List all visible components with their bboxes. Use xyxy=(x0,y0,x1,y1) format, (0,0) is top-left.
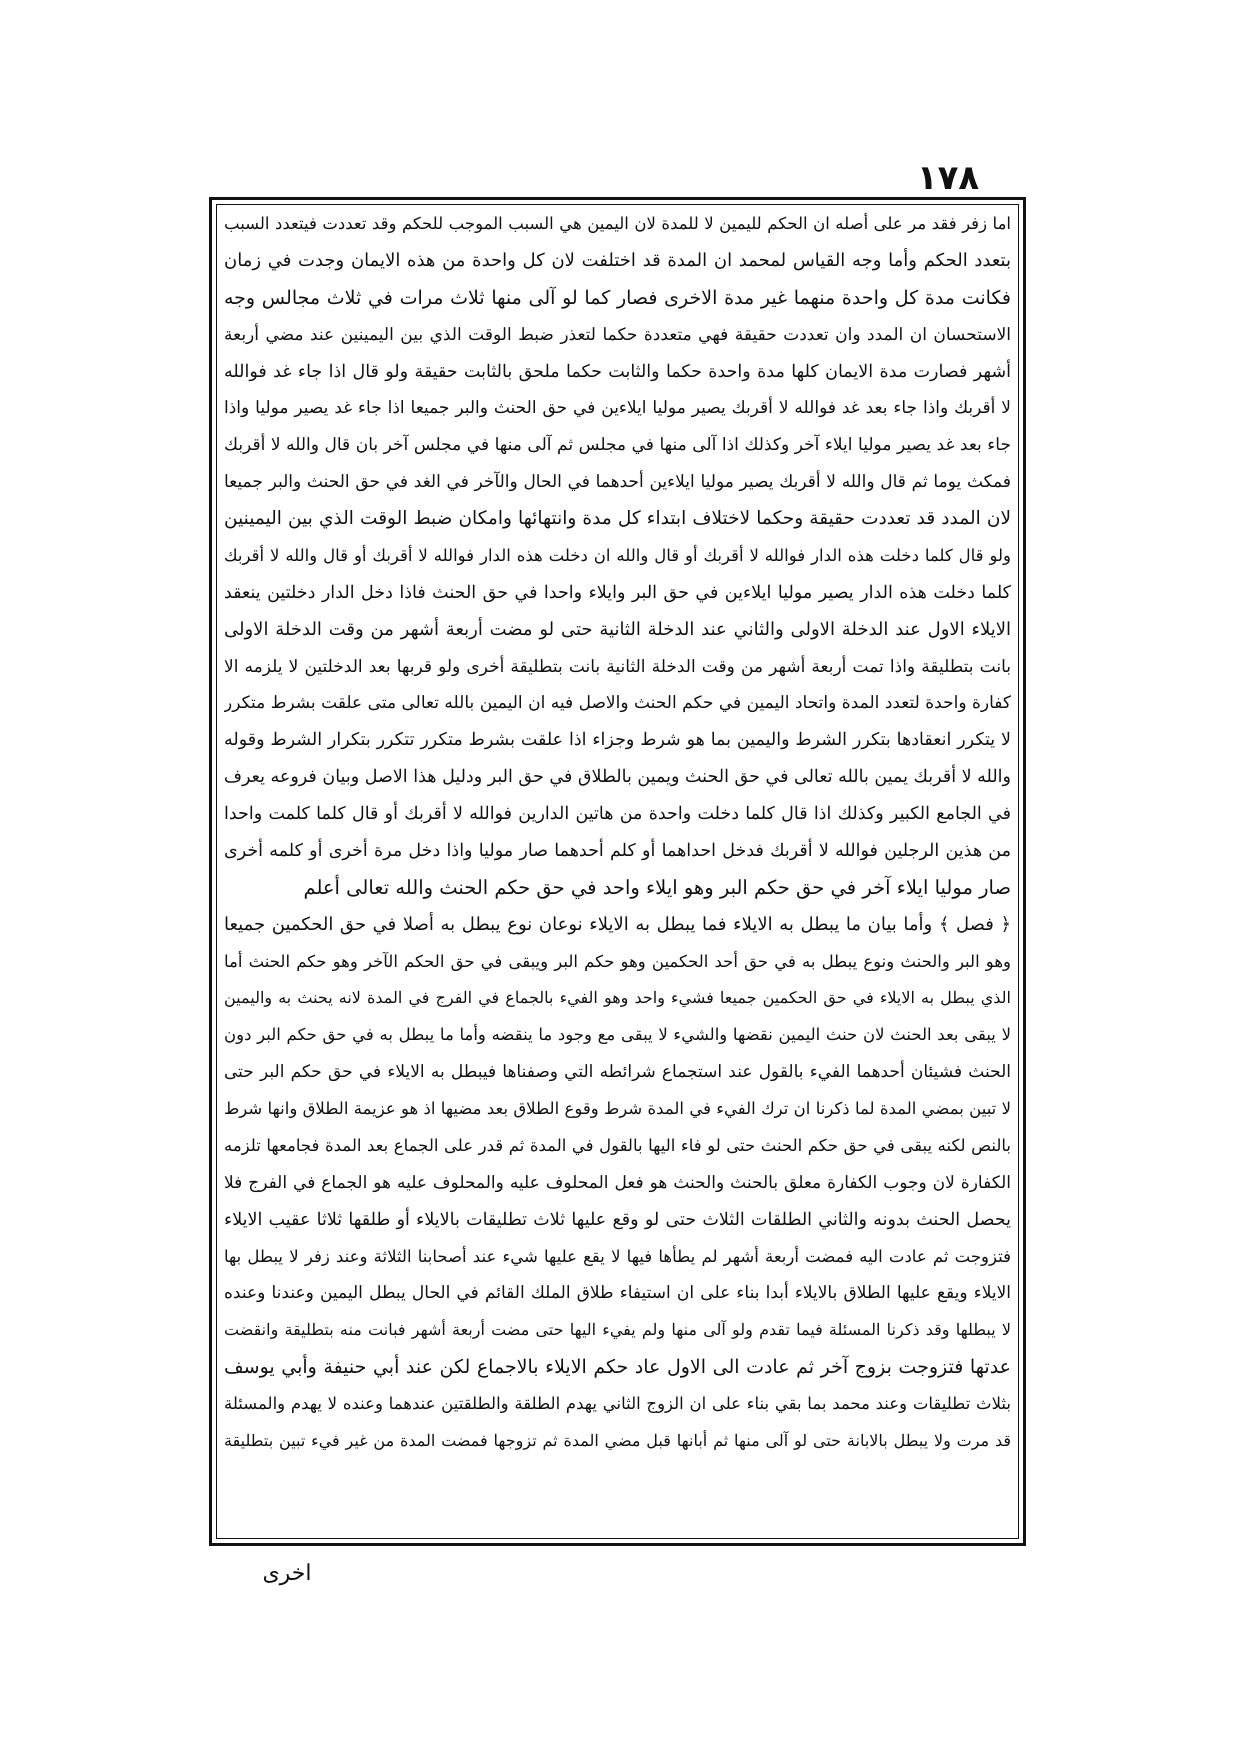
text-line: قد مرت ولا يبطل بالابانة حتى لو آلى منها ثم أبانها قبل مضي المدة ثم تزوجها فمضت المدة من غير فيء تبين بتطليقة xyxy=(224,1430,1011,1450)
catchword: اخرى xyxy=(262,1561,312,1586)
text-line: لان المدد قد تعددت حقيقة وحكما لاختلاف ابتداء كل مدة وانتهائها وامكان ضبط الوقت الذي بين اليمينين xyxy=(224,508,1011,529)
text-line: الاستحسان ان المدد وان تعددت حقيقة فهي متعددة حكما لتعذر ضبط الوقت الذي بين اليمينين عند مضي أربعة xyxy=(224,324,1011,345)
text-line: الحنث فشيئان أحدهما الفيء بالقول عند استجماع شرائطه التي وصفناها فيبطل به الايلاء في حق حكم البر حتى xyxy=(224,1062,1011,1083)
text-line: اما زفر فقد مر على أصله ان الحكم لليمين لا للمدة لان اليمين هي السبب الموجب للحكم وقد تعددت فيتعدد السبب xyxy=(224,214,1011,233)
text-line: كفارة واحدة لتعدد المدة واتحاد اليمين في حكم الحنث والاصل فيه ان اليمين بالله تعالى متى علقت بشرط متكرر xyxy=(224,693,1011,714)
text-line: لا يبطلها وقد ذكرنا المسئلة فيما تقدم ولو آلى منها ولم يفيء اليها حتى مضت أربعة أشهر فبانت منه بتطليقة وانقضت xyxy=(224,1320,1011,1340)
text-line: لا يتكرر انعقادها بتكرر الشرط واليمين بما هو شرط وجزاء اذا علقت بشرط متكرر تتكرر بتكرار الشرط وقوله xyxy=(224,730,1011,751)
text-line: كلما دخلت هذه الدار يصير موليا ايلاءين في حق البر وايلاء واحدا في حق الحنث فاذا دخل الدار دخلتين ينعقد xyxy=(224,582,1011,603)
text-line: الكفارة لان وجوب الكفارة معلق بالحنث والحنث هو فعل المحلوف عليه والمحلوف عليه هو الجماع في الفرج فلا xyxy=(224,1172,1011,1193)
text-line: الذي يبطل به الايلاء في حق الحكمين جميعا فشيء واحد وهو الفيء بالجماع في الفرج في المدة لانه يحنث به واليمين xyxy=(224,988,1011,1008)
text-line: بثلاث تطليقات وعند محمد بما بقي بناء على ان الزوج الثاني يهدم الطلقة والطلقتين عندهما وعنده لا يهدم والمسئلة xyxy=(224,1394,1011,1413)
text-line: لا تبين بمضي المدة لما ذكرنا ان ترك الفيء في المدة شرط وقوع الطلاق بعد مضيها اذ هو عزيمة الطلاق وانها شرط xyxy=(224,1099,1011,1118)
main-text xyxy=(224,206,1011,1534)
text-line: لا يبقى بعد الحنث لان حنث اليمين نقضها والشيء لا يبقى مع وجود ما ينقضه وأما ما يبطل به في حق حكم البر دون xyxy=(224,1025,1011,1045)
text-line: بتعدد الحكم وأما وجه القياس لمحمد ان المدة قد اختلفت لان كل واحدة من هذه الايمان وجدت في زمان xyxy=(224,249,1011,271)
text-line: بالنص لكنه يبقى في حق حكم الحنث حتى لو فاء اليها بالقول في المدة ثم قدر على الجماع بعد المدة فجامعها تلزمه xyxy=(224,1135,1011,1155)
text-line: وهو البر والحنث ونوع يبطل به في حق أحد الحكمين وهو حكم البر ويبقى في حق الحكم الآخر وهو حكم الحنث أما xyxy=(224,951,1011,971)
text-line: فتزوجت ثم عادت اليه فمضت أربعة أشهر لم يطأها فيها لا يقع عليها شيء عند أصحابنا الثلاثة وعند زفر لا يبطل بها xyxy=(224,1246,1011,1266)
text-line: عدتها فتزوجت بزوج آخر ثم عادت الى الاول عاد حكم الايلاء بالاجماع لكن عند أبي حنيفة وأبي يوسف xyxy=(224,1356,1011,1379)
text-line: لا أقربك واذا جاء بعد غد فوالله لا أقربك يصير موليا ايلاءين في حق الحنث والبر جميعا اذا جاء غد يصير موليا واذا xyxy=(224,398,1011,419)
text-line: فكانت مدة كل واحدة منهما غير مدة الاخرى فصار كما لو آلى منها ثلاث مرات في ثلاث مجالس وجه xyxy=(224,286,1011,309)
text-line: ﴿ فصل ﴾ وأما بيان ما يبطل به الايلاء فما يبطل به الايلاء نوعان نوع يبطل به أصلا في حق الحكمين جميعا xyxy=(224,913,1011,935)
text-line: في الجامع الكبير وكذلك اذا قال كلما دخلت واحدة من هاتين الدارين فوالله لا أقربك أو قال كلما كلمت واحدا xyxy=(224,804,1011,824)
text-line: الايلاء ويقع عليها الطلاق بالايلاء أبدا بناء على ان استيفاء طلاق الملك القائم في الحال يبطل اليمين وعندنا وعنده xyxy=(224,1283,1011,1304)
text-line: فمكث يوما ثم قال والله لا أقربك يصير موليا ايلاءين أحدهما في الحال والآخر في الغد في حق الحنث والبر جميعا xyxy=(224,472,1011,493)
text-line: أشهر فصارت مدة الايمان كلها مدة واحدة حكما والثابت حكما ملحق بالثابت حقيقة ولو قال اذا جاء غد فوالله xyxy=(224,361,1011,382)
page-number: ١٧٨ xyxy=(916,158,980,198)
text-line: والله لا أقربك يمين بالله تعالى في حق الحنث ويمين بالطلاق في حق البر ودليل هذا الاصل وبيان فروعه يعرف xyxy=(224,767,1011,788)
text-line: من هذين الرجلين فوالله لا أقربك فدخل احداهما أو كلم أحدهما صار موليا واذا دخل مرة أخرى أو كلمه أخرى xyxy=(224,840,1011,861)
text-line: ولو قال كلما دخلت هذه الدار فوالله لا أقربك أو قال والله ان دخلت هذه الدار فوالله لا أقربك أو قال والله لا أقربك xyxy=(224,545,1011,565)
text-line: يحصل الحنث بدونه والثاني الطلقات الثلاث حتى لو وقع عليها ثلاث تطليقات بالايلاء أو طلقها ثلاثا عقيب الايلاء xyxy=(224,1209,1011,1230)
text-line: جاء بعد غد يصير موليا ايلاء آخر وكذلك اذا آلى منها في مجلس ثم آلى منها في مجلس آخر بان قال والله لا أقربك xyxy=(224,435,1011,456)
text-line: بانت بتطليقة واذا تمت أربعة أشهر من وقت الدخلة الثانية بانت بتطليقة أخرى ولو قربها بعد الدخلتين لا يلزمه الا xyxy=(224,656,1011,677)
text-line: الايلاء الاول عند الدخلة الاولى والثاني عند الدخلة الثانية حتى لو مضت أربعة أشهر من وقت الدخلة الاولى xyxy=(224,618,1011,640)
text-line: صار موليا ايلاء آخر في حق حكم البر وهو ايلاء واحد في حق حكم الحنث والله تعالى أعلم xyxy=(303,875,1011,899)
